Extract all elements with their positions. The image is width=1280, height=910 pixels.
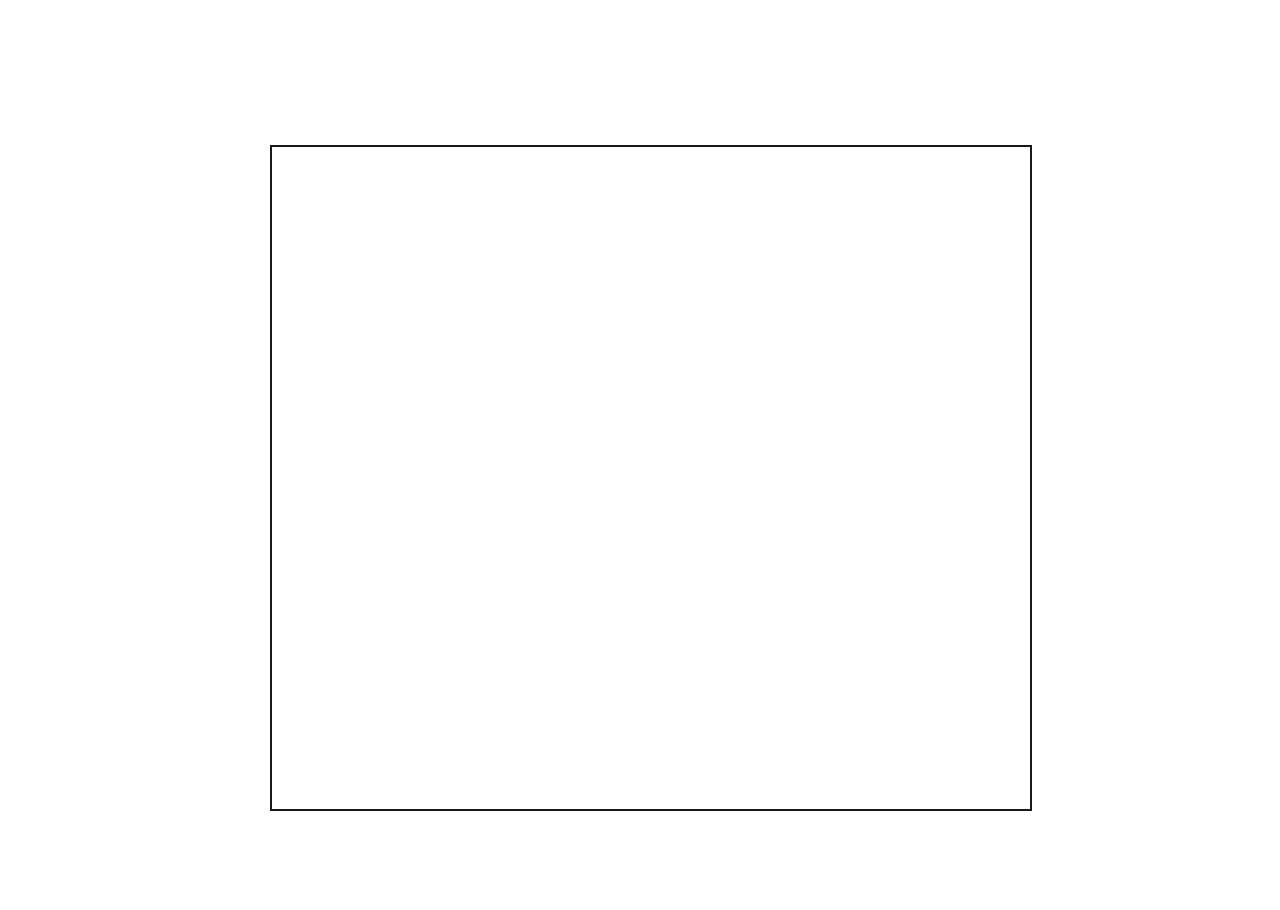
timetable-sheet — [270, 145, 1032, 811]
